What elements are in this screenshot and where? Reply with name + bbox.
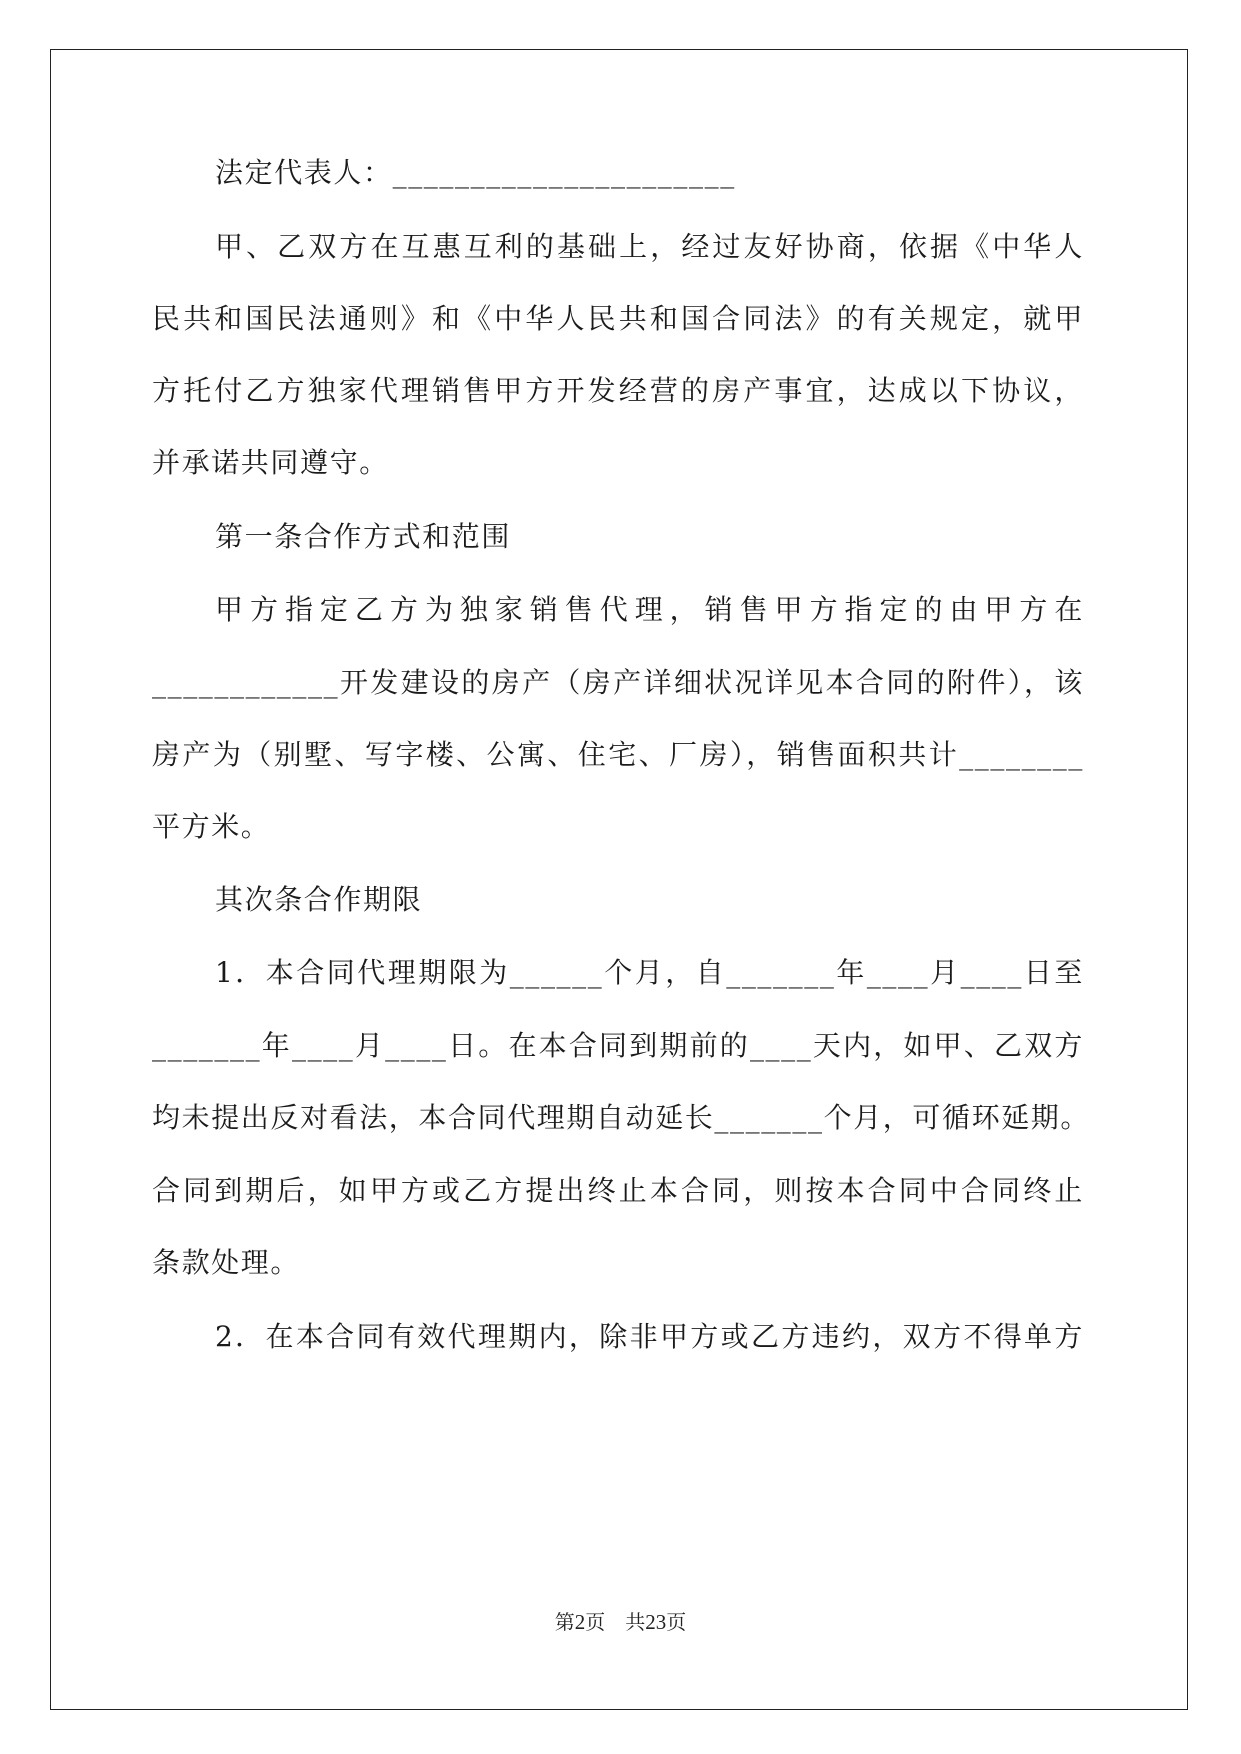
- article-2-item-1-line-1: 1．本合同代理期限为______个月，自_______年____月____日至: [215, 956, 1084, 989]
- page-number: 2: [574, 1610, 586, 1634]
- article-1-line-2: ____________开发建设的房产（房产详细状况详见本合同的附件），该: [152, 666, 1084, 699]
- article-2-item-1-line-5: 条款处理。: [152, 1246, 301, 1279]
- article-2-item-1-line-2: _______年____月____日。在本合同到期前的____天内，如甲、乙双方: [152, 1029, 1084, 1062]
- article-1-heading: 第一条合作方式和范围: [215, 520, 512, 553]
- article-1-line-3: 房产为（别墅、写字楼、公寓、住宅、厂房），销售面积共计________: [152, 738, 1084, 771]
- article-2-item-2-line-1: 2．在本合同有效代理期内，除非甲方或乙方违约，双方不得单方: [215, 1320, 1084, 1353]
- article-1-line-1: 甲方指定乙方为独家销售代理，销售甲方指定的由甲方在: [215, 593, 1084, 626]
- page-suffix: 页: [666, 1610, 687, 1634]
- preamble-line-1: 甲、乙双方在互惠互利的基础上，经过友好协商，依据《中华人: [215, 230, 1084, 263]
- page-mid: 页 共: [585, 1610, 646, 1634]
- article-2-item-1-line-3: 均未提出反对看法，本合同代理期自动延长_______个月，可循环延期。: [152, 1101, 1091, 1134]
- preamble-line-4: 并承诺共同遵守。: [152, 446, 389, 479]
- page-total: 23: [645, 1610, 667, 1634]
- legal-representative-line: 法定代表人：______________________: [215, 156, 736, 189]
- page-prefix: 第: [554, 1610, 575, 1634]
- article-2-item-1-line-4: 合同到期后，如甲方或乙方提出终止本合同，则按本合同中合同终止: [152, 1174, 1084, 1207]
- article-2-heading: 其次条合作期限: [215, 883, 423, 916]
- preamble-line-2: 民共和国民法通则》和《中华人民共和国合同法》的有关规定，就甲: [152, 302, 1084, 335]
- page-footer: [0, 1608, 1241, 1636]
- preamble-line-3: 方托付乙方独家代理销售甲方开发经营的房产事宜，达成以下协议，: [152, 374, 1084, 407]
- article-1-line-4: 平方米。: [152, 810, 271, 843]
